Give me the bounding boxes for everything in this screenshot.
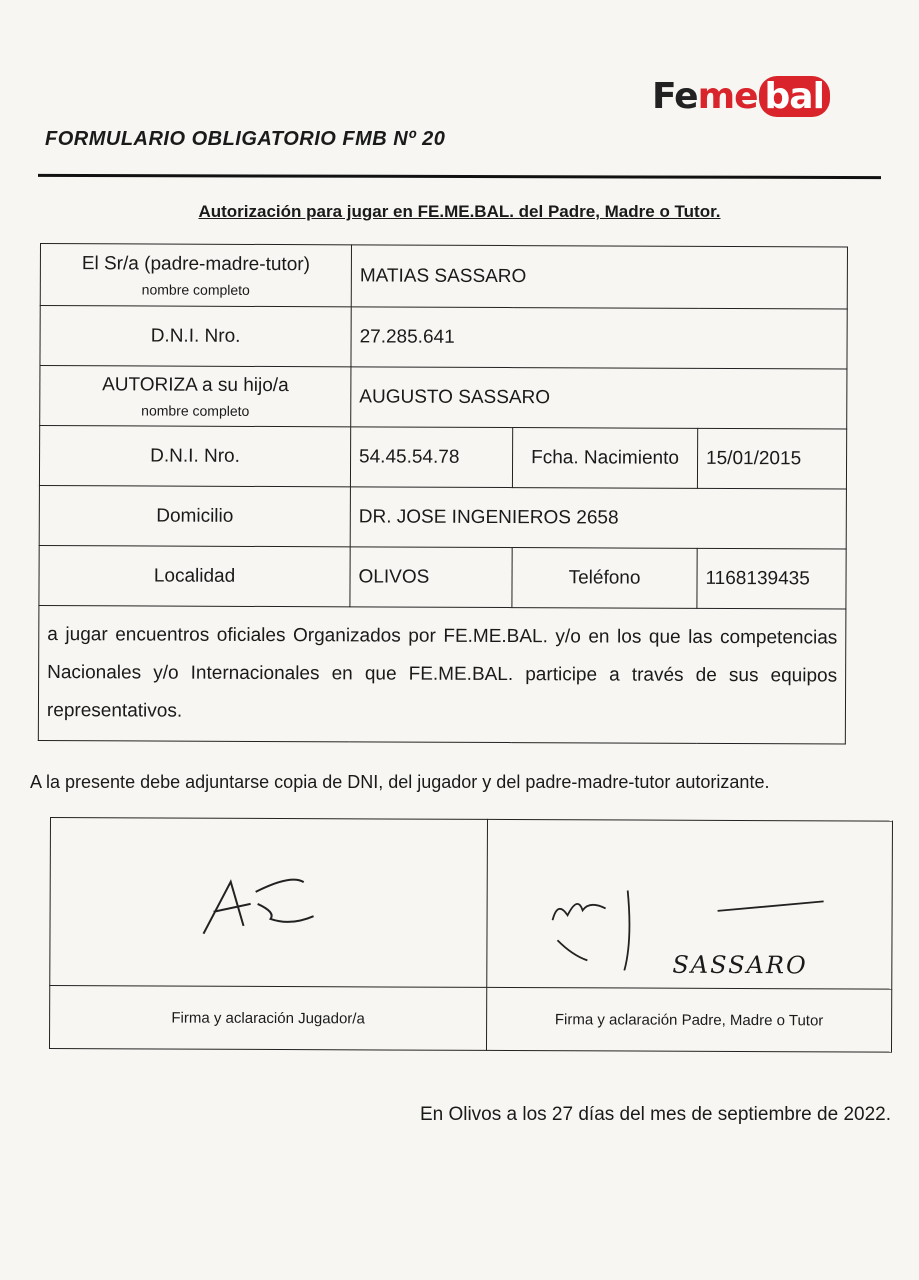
address-value: DR. JOSE INGENIEROS 2658 bbox=[350, 487, 846, 549]
city-label: Localidad bbox=[39, 545, 350, 606]
child-name-value: AUGUSTO SASSARO bbox=[351, 367, 847, 429]
logo-part-me: me bbox=[697, 75, 758, 117]
date-line: En Olivos a los 27 días del mes de septiembre de 2022. bbox=[419, 1104, 891, 1125]
form-title: FORMULARIO OBLIGATORIO FMB Nº 20 bbox=[45, 128, 446, 150]
child-label: AUTORIZA a su hijo/a bbox=[102, 373, 289, 396]
parent-dni-label: D.N.I. Nro. bbox=[40, 306, 351, 367]
authorization-table bbox=[38, 243, 848, 745]
birth-date-value: 15/01/2015 bbox=[697, 428, 846, 489]
parent-name-value: MATIAS SASSARO bbox=[351, 245, 847, 309]
parent-signature-name: SASSARO bbox=[672, 950, 808, 980]
player-signature-area bbox=[50, 818, 488, 988]
player-signature-caption: Firma y aclaración Jugador/a bbox=[49, 986, 486, 1051]
child-dni-label: D.N.I. Nro. bbox=[39, 426, 350, 487]
child-label-cell bbox=[40, 366, 351, 427]
city-value: OLIVOS bbox=[350, 547, 512, 608]
address-label: Domicilio bbox=[39, 485, 350, 546]
parent-sublabel: nombre completo bbox=[141, 280, 250, 298]
attachment-note: A la presente debe adjuntarse copia de DNI, del jugador y del padre-madre-tutor autorizante. bbox=[30, 772, 770, 792]
logo-part-bal: bal bbox=[759, 76, 830, 117]
phone-label: Teléfono bbox=[512, 548, 697, 609]
logo-part-fe: Fe bbox=[652, 75, 698, 117]
parent-signature-area bbox=[487, 819, 893, 989]
parent-signature-caption: Firma y aclaración Padre, Madre o Tutor bbox=[486, 987, 891, 1052]
signature-table bbox=[49, 817, 893, 1053]
parent-dni-value: 27.285.641 bbox=[351, 307, 847, 369]
player-signature bbox=[195, 864, 355, 945]
child-dni-value: 54.45.54.78 bbox=[350, 427, 512, 488]
parent-label-cell bbox=[40, 244, 351, 307]
header-divider bbox=[38, 174, 881, 179]
form-subtitle: Autorización para jugar en FE.ME.BAL. del Padre, Madre o Tutor. bbox=[198, 202, 721, 221]
parent-label: El Sr/a (padre-madre-tutor) bbox=[81, 252, 310, 275]
authorization-paragraph: a jugar encuentros oficiales Organizados por FE.ME.BAL. y/o en los que las competencias Nacionales y/o Internacionales en que FE.ME.BAL. participe a través de sus equipos representativos. bbox=[38, 605, 846, 744]
phone-value: 1168139435 bbox=[697, 548, 846, 609]
femebal-logo bbox=[652, 68, 830, 124]
child-sublabel: nombre completo bbox=[141, 401, 250, 419]
birth-date-label: Fcha. Nacimiento bbox=[512, 428, 697, 489]
